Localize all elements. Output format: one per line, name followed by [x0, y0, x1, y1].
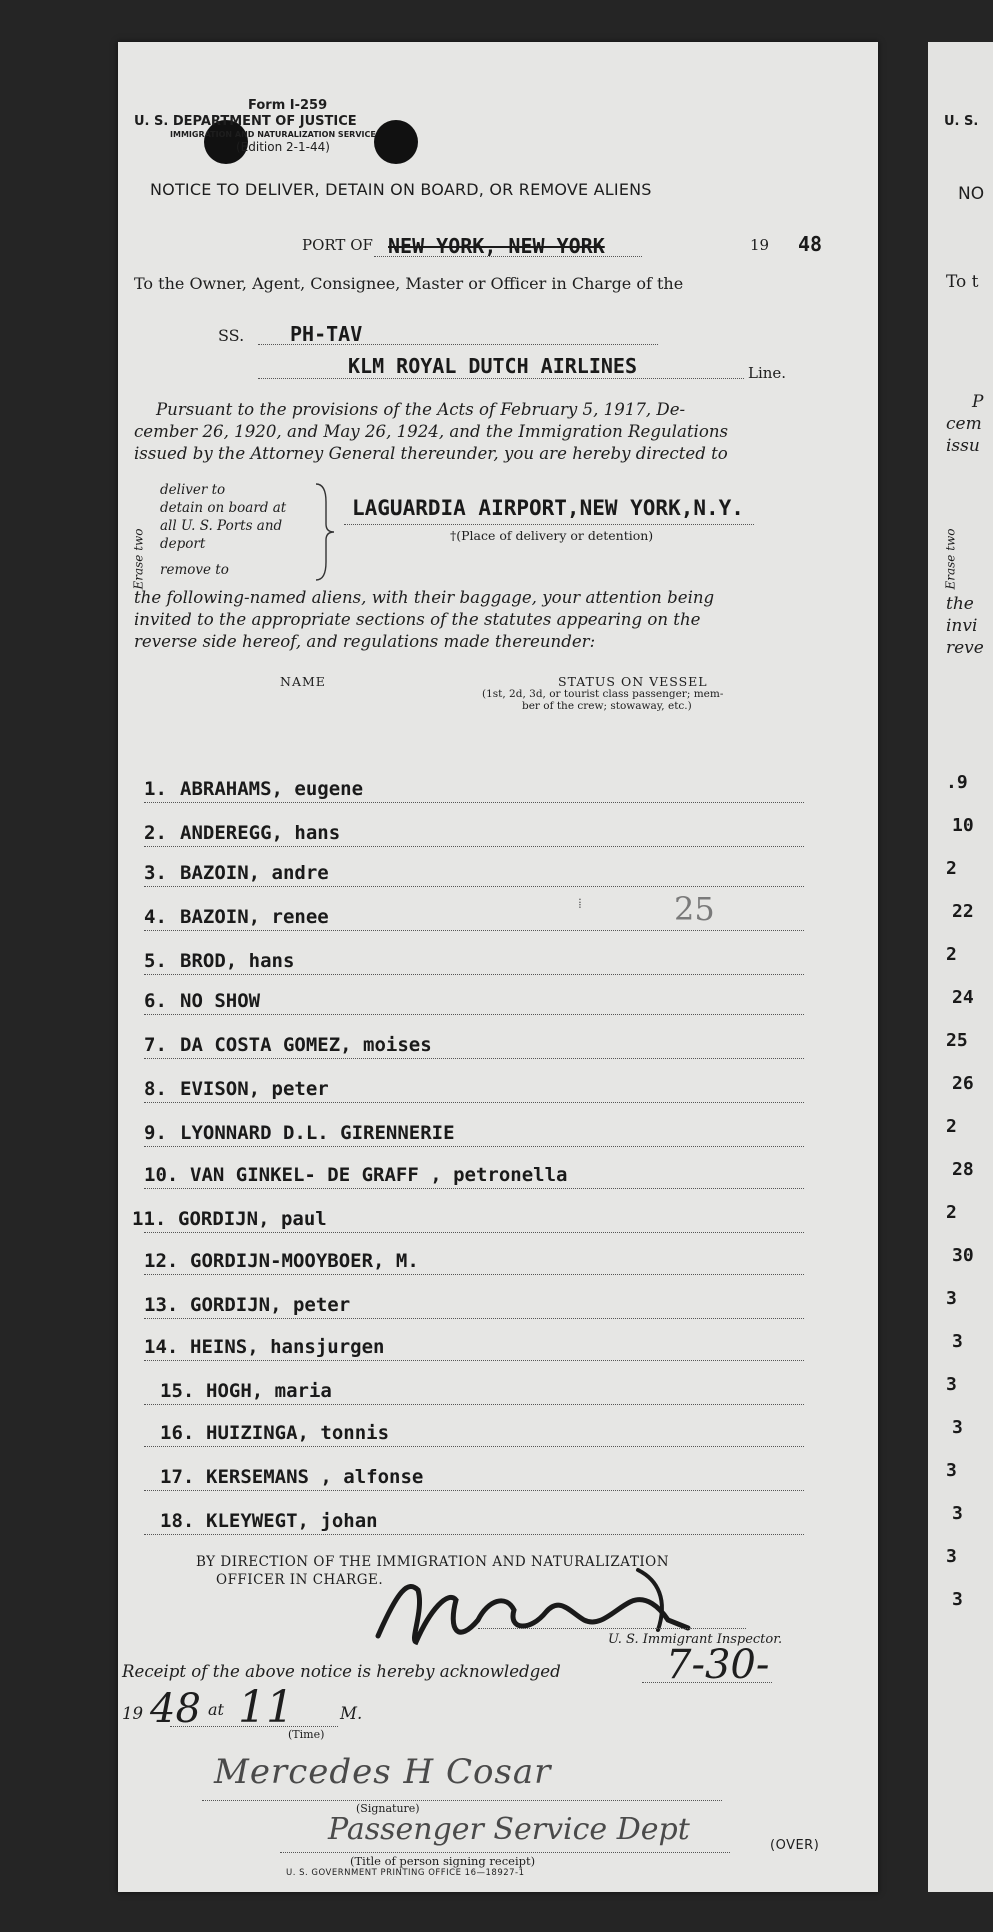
passenger-row-line [144, 1274, 804, 1275]
line-underline [258, 378, 744, 379]
adjacent-row-number: 2 [946, 858, 957, 879]
adjacent-line-cem: cem [946, 414, 982, 434]
passenger-number: 14. [144, 1336, 179, 1358]
adjacent-row-number: .9 [946, 772, 968, 793]
adjacent-row-number: 3 [952, 1589, 963, 1610]
receipt-date-underline [642, 1682, 772, 1683]
handwritten-count: 25 [674, 890, 715, 928]
over-note: (OVER) [770, 1838, 820, 1853]
signature-underline [202, 1800, 722, 1801]
passenger-name: BAZOIN, andre [180, 862, 329, 884]
department-name: U. S. DEPARTMENT OF JUSTICE [134, 114, 357, 129]
passenger-row-line [144, 1404, 804, 1405]
adjacent-row-number: 2 [946, 1202, 957, 1223]
passenger-row-line [144, 930, 804, 931]
adjacent-line-issu: issu [946, 436, 980, 456]
following-line-2: invited to the appropriate sections of the statutes appearing on the [134, 610, 701, 629]
option-deport: deport [160, 536, 206, 552]
passenger-number: 8. [144, 1078, 167, 1100]
delivery-underline [344, 524, 754, 525]
passenger-number: 7. [144, 1034, 167, 1056]
adjacent-row-number: 24 [952, 987, 974, 1008]
adjacent-dept-fragment: U. S. [944, 114, 979, 129]
passenger-row-line [144, 1188, 804, 1189]
time-caption: (Time) [288, 1728, 325, 1741]
passenger-row-line [144, 1146, 804, 1147]
passenger-row-line [144, 846, 804, 847]
following-line-3: reverse side hereof, and regulations made thereunder: [134, 632, 596, 651]
receipt-at: at [208, 1700, 224, 1719]
receipt-meridiem: M. [340, 1704, 363, 1723]
name-column-header: NAME [280, 674, 326, 689]
receipt-text: Receipt of the above notice is hereby acknowledged [122, 1662, 561, 1681]
delivery-place: LAGUARDIA AIRPORT,NEW YORK,N.Y. [352, 496, 744, 520]
ss-label: SS. [218, 326, 245, 345]
passenger-name: HOGH, maria [206, 1380, 332, 1402]
passenger-number: 10. [144, 1164, 179, 1186]
passenger-name: KLEYWEGT, johan [206, 1510, 378, 1532]
passenger-row [118, 1248, 878, 1282]
following-line-1: the following-named aliens, with their baggage, your attention being [134, 588, 715, 607]
adjacent-row-number: 22 [952, 901, 974, 922]
passenger-row [118, 1508, 878, 1542]
adjacent-row-number: 3 [952, 1331, 963, 1352]
passenger-number: 12. [144, 1250, 179, 1272]
passenger-row [118, 1032, 878, 1066]
receipt-year-prefix: 19 [122, 1704, 144, 1723]
option-detain-2: all U. S. Ports and [160, 518, 283, 534]
year-prefix: 19 [750, 236, 770, 254]
passenger-row-line [144, 1446, 804, 1447]
passenger-row [118, 1378, 878, 1412]
service-name: IMMIGRATION AND NATURALIZATION SERVICE [170, 130, 376, 139]
ss-value: PH-TAV [290, 322, 363, 346]
passenger-number: 16. [160, 1422, 195, 1444]
receipt-time: 11 [238, 1682, 294, 1733]
port-value: NEW YORK, NEW YORK [388, 234, 605, 258]
status-subheader-1: (1st, 2d, 3d, or tourist class passenger; mem- [482, 688, 724, 700]
passenger-number: 4. [144, 906, 167, 928]
receipt-signature: Mercedes H Cosar [214, 1752, 552, 1792]
receipt-time-underline [170, 1726, 338, 1727]
passenger-row-line [144, 1102, 804, 1103]
receipt-title: Passenger Service Dept [328, 1812, 690, 1847]
passenger-row-line [144, 1360, 804, 1361]
delivery-caption: †(Place of delivery or detention) [450, 528, 654, 543]
option-detain-1: detain on board at [160, 500, 287, 516]
passenger-row [118, 776, 878, 810]
adjacent-row-number: 30 [952, 1245, 974, 1266]
port-underline [374, 256, 642, 257]
signature-caption: (Signature) [356, 1802, 420, 1815]
line-value: KLM ROYAL DUTCH AIRLINES [348, 354, 637, 378]
form-number: Form I-259 [248, 98, 328, 113]
passenger-name: ANDEREGG, hans [180, 822, 341, 844]
passenger-row [118, 1292, 878, 1326]
passenger-row [118, 860, 878, 894]
adjacent-row-number: 3 [952, 1503, 963, 1524]
adjacent-title-fragment: NO [958, 184, 985, 204]
passenger-row [118, 1420, 878, 1454]
port-label: PORT OF [302, 236, 373, 254]
passenger-row [118, 1076, 878, 1110]
passenger-number: 18. [160, 1510, 195, 1532]
passenger-row [118, 1464, 878, 1498]
passenger-number: 11. [132, 1208, 167, 1230]
passenger-row-line [144, 886, 804, 887]
form-edition: (Edition 2-1-44) [236, 140, 330, 154]
title-caption: (Title of person signing receipt) [350, 1854, 536, 1868]
passenger-number: 2. [144, 822, 167, 844]
passenger-row-line [144, 1014, 804, 1015]
adjacent-row-number: 3 [946, 1546, 957, 1567]
title-underline [280, 1852, 730, 1853]
addressee-line: To the Owner, Agent, Consignee, Master or Officer in Charge of the [134, 274, 684, 293]
punch-hole-right [374, 120, 418, 164]
passenger-name: BROD, hans [180, 950, 295, 972]
passenger-row-line [144, 974, 804, 975]
status-subheader-2: ber of the crew; stowaway, etc.) [522, 700, 692, 712]
passenger-name: HUIZINGA, tonnis [206, 1422, 390, 1444]
erase-two-label: Erase two [131, 528, 146, 590]
adjacent-row-number: 28 [952, 1159, 974, 1180]
form-sheet [118, 42, 878, 1892]
passenger-row-line [144, 1490, 804, 1491]
passenger-number: 13. [144, 1294, 179, 1316]
line-label: Line. [748, 364, 787, 382]
passenger-name: NO SHOW [180, 990, 261, 1012]
passenger-name: LYONNARD D.L. GIRENNERIE [180, 1122, 455, 1144]
passenger-row [118, 948, 878, 982]
direction-line-2: OFFICER IN CHARGE. [216, 1572, 384, 1588]
passenger-row-line [144, 1058, 804, 1059]
adjacent-row-number: 3 [952, 1417, 963, 1438]
passenger-number: 3. [144, 862, 167, 884]
status-column-header: STATUS ON VESSEL [558, 674, 708, 689]
adjacent-to-fragment: To t [946, 272, 979, 292]
adjacent-line-invi: invi [946, 616, 978, 636]
option-deliver: deliver to [160, 482, 226, 498]
adjacent-row-number: 26 [952, 1073, 974, 1094]
adjacent-form-edge [928, 42, 993, 1892]
inspector-caption: U. S. Immigrant Inspector. [608, 1632, 783, 1647]
passenger-name: KERSEMANS , alfonse [206, 1466, 424, 1488]
inspector-underline [478, 1628, 746, 1629]
passenger-name: HEINS, hansjurgen [190, 1336, 385, 1358]
passenger-name: GORDIJN-MOOYBOER, M. [190, 1250, 419, 1272]
passenger-row [118, 1334, 878, 1368]
option-remove: remove to [160, 562, 229, 578]
pursuant-line-2: cember 26, 1920, and May 26, 1924, and the Immigration Regulations [134, 422, 729, 441]
adjacent-row-number: 2 [946, 1116, 957, 1137]
direction-line-1: BY DIRECTION OF THE IMMIGRATION AND NATURALIZATION [196, 1554, 670, 1570]
pursuant-line-3: issued by the Attorney General thereunder, you are hereby directed to [134, 444, 728, 463]
passenger-row [118, 820, 878, 854]
passenger-name: DA COSTA GOMEZ, moises [180, 1034, 432, 1056]
passenger-row-line [144, 802, 804, 803]
passenger-name: VAN GINKEL- DE GRAFF , petronella [190, 1164, 568, 1186]
passenger-number: 5. [144, 950, 167, 972]
adjacent-line-the: the [946, 594, 974, 614]
adjacent-line-p: P [972, 392, 984, 412]
passenger-number: 1. [144, 778, 167, 800]
form-title: NOTICE TO DELIVER, DETAIN ON BOARD, OR REMOVE ALIENS [150, 180, 652, 199]
year-value: 48 [798, 232, 823, 256]
passenger-row-line [144, 1232, 804, 1233]
adjacent-row-number: 10 [952, 815, 974, 836]
adjacent-row-number: 3 [946, 1460, 957, 1481]
receipt-date: 7-30- [666, 1642, 770, 1688]
passenger-name: GORDIJN, paul [178, 1208, 327, 1230]
passenger-name: ABRAHAMS, eugene [180, 778, 364, 800]
adjacent-row-number: 3 [946, 1288, 957, 1309]
option-brace [314, 482, 336, 582]
receipt-year: 48 [150, 1686, 201, 1732]
passenger-row [118, 1206, 878, 1240]
passenger-row-line [144, 1534, 804, 1535]
passenger-name: EVISON, peter [180, 1078, 329, 1100]
adjacent-row-number: 25 [946, 1030, 968, 1051]
passenger-row [118, 904, 878, 938]
passenger-row [118, 1162, 878, 1196]
ss-underline [258, 344, 658, 345]
passenger-number: 15. [160, 1380, 195, 1402]
adjacent-row-number: 3 [946, 1374, 957, 1395]
passenger-name: BAZOIN, renee [180, 906, 329, 928]
passenger-number: 17. [160, 1466, 195, 1488]
adjacent-erase-two: Erase two [943, 528, 958, 590]
passenger-row [118, 1120, 878, 1154]
adjacent-line-reve: reve [946, 638, 984, 658]
adjacent-row-number: 2 [946, 944, 957, 965]
pursuant-line-1: Pursuant to the provisions of the Acts of February 5, 1917, De- [156, 400, 686, 419]
passenger-name: GORDIJN, peter [190, 1294, 351, 1316]
passenger-number: 9. [144, 1122, 167, 1144]
printer-imprint: U. S. GOVERNMENT PRINTING OFFICE 16—18927-1 [286, 1868, 525, 1878]
status-tick-mark: ⁞ [578, 896, 582, 912]
passenger-row [118, 988, 878, 1022]
passenger-number: 6. [144, 990, 167, 1012]
passenger-row-line [144, 1318, 804, 1319]
